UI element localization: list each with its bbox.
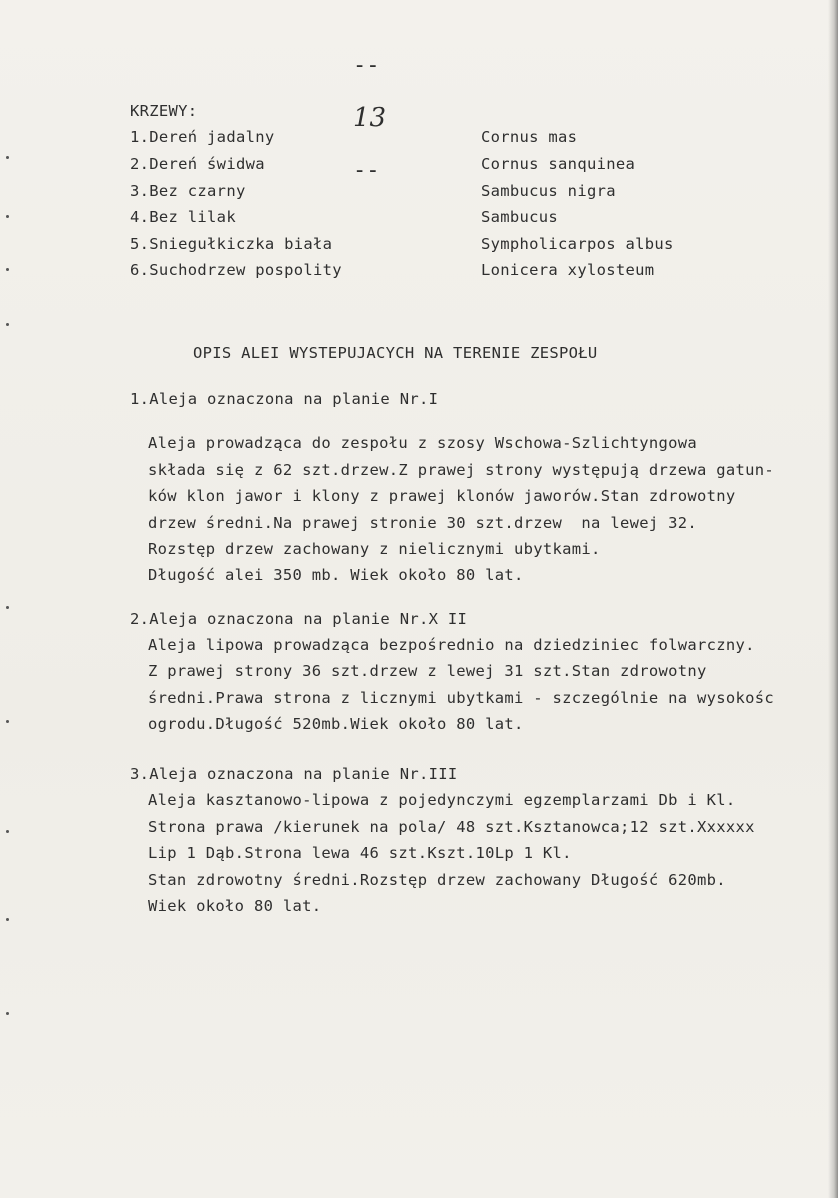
page-edge-shadow: [828, 0, 838, 1198]
shrub-polish-5: 5.Sniegułkiczka biała: [130, 235, 333, 253]
alley-2-line-4: ogrodu.Długość 520mb.Wiek około 80 lat.: [148, 715, 524, 733]
alley-2-line-2: Z prawej strony 36 szt.drzew z lewej 31 szt.Stan zdrowotny: [148, 662, 707, 680]
shrub-polish-6: 6.Suchodrzew pospolity: [130, 261, 342, 279]
margin-mark: [6, 268, 9, 271]
alley-3-line-1: Aleja kasztanowo-lipowa z pojedynczymi egzemplarzami Db i Kl.: [148, 791, 736, 809]
shrubs-heading: KRZEWY:: [130, 102, 198, 120]
alleys-title: OPIS ALEI WYSTEPUJACYCH NA TERENIE ZESPOŁU: [193, 344, 598, 362]
shrub-polish-2: 2.Dereń świdwa: [130, 155, 265, 173]
shrub-latin-6: Lonicera xylosteum: [481, 261, 655, 279]
alley-1-line-3: ków klon jawor i klony z prawej klonów jaworów.Stan zdrowotny: [148, 487, 736, 505]
margin-mark: [6, 606, 9, 609]
shrub-polish-4: 4.Bez lilak: [130, 208, 236, 226]
alley-2-heading: 2.Aleja oznaczona na planie Nr.X II: [130, 610, 468, 628]
shrub-latin-5: Sympholicarpos albus: [481, 235, 674, 253]
shrub-latin-4: Sambucus: [481, 208, 559, 226]
margin-mark: [6, 830, 9, 833]
page-number: [300, 28, 460, 208]
alley-3-line-5: Wiek około 80 lat.: [148, 897, 322, 915]
alley-3-line-2: Strona prawa /kierunek na pola/ 48 szt.Ksztanowca;12 szt.Xxxxxx: [148, 818, 755, 836]
shrub-polish-3: 3.Bez czarny: [130, 182, 246, 200]
alley-2-line-3: średni.Prawa strona z licznymi ubytkami - szczególnie na wysokośc: [148, 689, 775, 707]
alley-1-line-6: Długość alei 350 mb. Wiek około 80 lat.: [148, 566, 524, 584]
margin-mark: [6, 323, 9, 326]
shrub-polish-1: 1.Dereń jadalny: [130, 128, 275, 146]
page-number-dash-left: --: [352, 53, 380, 78]
margin-mark: [6, 215, 9, 218]
alley-1-heading: 1.Aleja oznaczona na planie Nr.I: [130, 390, 439, 408]
shrub-latin-3: Sambucus nigra: [481, 182, 616, 200]
alley-3-heading: 3.Aleja oznaczona na planie Nr.III: [130, 765, 458, 783]
margin-mark: [6, 720, 9, 723]
page-number-value: 13: [352, 103, 387, 133]
alley-3-line-4: Stan zdrowotny średni.Rozstęp drzew zachowany Długość 620mb.: [148, 871, 726, 889]
margin-mark: [6, 156, 9, 159]
margin-mark: [6, 1012, 9, 1015]
alley-1-line-5: Rozstęp drzew zachowany z nielicznymi ubytkami.: [148, 540, 601, 558]
alley-2-line-1: Aleja lipowa prowadząca bezpośrednio na dziedziniec folwarczny.: [148, 636, 755, 654]
alley-1-line-1: Aleja prowadząca do zespołu z szosy Wschowa-Szlichtyngowa: [148, 434, 698, 452]
page-number-dash-right: --: [352, 158, 380, 183]
shrub-latin-1: Cornus mas: [481, 128, 578, 146]
shrub-latin-2: Cornus sanquinea: [481, 155, 636, 173]
alley-1-line-2: składa się z 62 szt.drzew.Z prawej strony występują drzewa gatun-: [148, 461, 775, 479]
margin-mark: [6, 918, 9, 921]
alley-3-line-3: Lip 1 Dąb.Strona lewa 46 szt.Kszt.10Lp 1 Kl.: [148, 844, 572, 862]
alley-1-line-4: drzew średni.Na prawej stronie 30 szt.drzew na lewej 32.: [148, 514, 698, 532]
